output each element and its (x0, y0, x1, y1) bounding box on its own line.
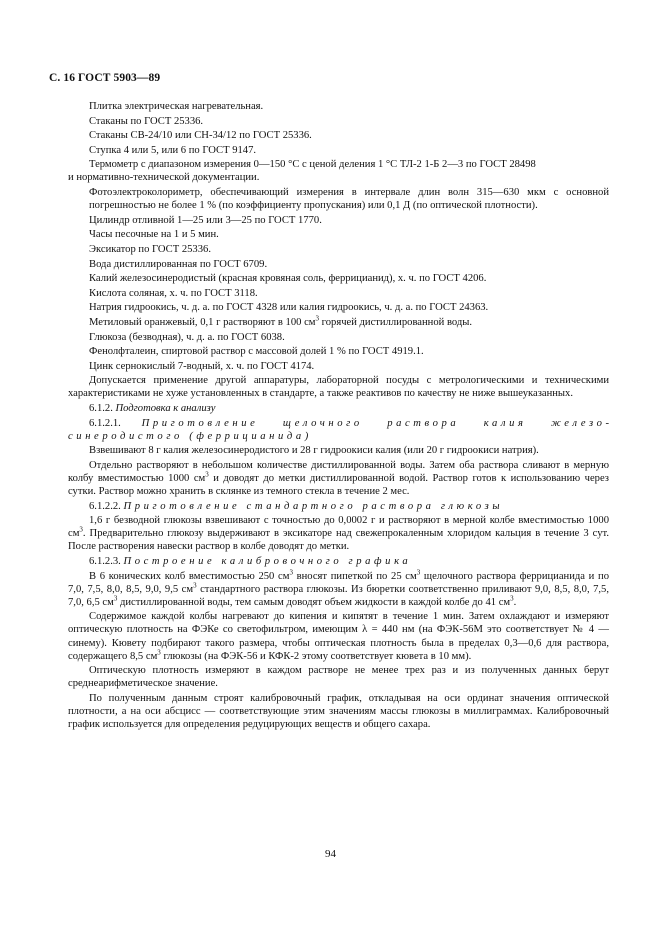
list-item: Термометр с диапазоном измерения 0—150 °С с ценой деления 1 °С ТЛ-2 1-Б 2—3 по ГОСТ 28498 и нормативно-технической документации. (68, 159, 536, 184)
section-6-1-2-2-heading: 6.1.2.2. Приготовление стандартного раствора глюкозы (89, 500, 504, 512)
paragraph: В 6 конических колб вместимостью 250 $см^3$ вносят пипеткой по 25 $см^3$ щелочного раствора феррицианида и по 7,0, 7,5, 8,0, 8,5, 9,0, 9,5 $см^3$ стандартного раствора глюкозы. Из бюретки соответственно приливают 9,0, 8,5, 8,0, 7,5, 7,0, 6,5 $см^3$ дистиллированной воды, тем самым доводят объем жидкости в каждой колбе до 41 $см^3$. (68, 568, 610, 608)
list-item: Цилиндр отливной 1—25 или 3—25 по ГОСТ 1770. (89, 214, 322, 226)
list-item: Натрия гидроокись, ч. д. а. по ГОСТ 4328 или калия гидроокись, ч. д. а. по ГОСТ 24363. (89, 302, 489, 314)
list-item-photocolorimeter: Фотоэлектроколориметр, обеспечивающий измерения в интервале длин волн 315—630 мкм с основной погрешностью не более 1 % (по коэффициенту пропускания) или 0,1 Д (по оптической плотности). (89, 187, 609, 212)
list-item: Вода дистиллированная по ГОСТ 6709. (89, 258, 268, 270)
list-item: Плитка электрическая нагревательная. (89, 101, 264, 112)
paragraph: 1,6 г безводной глюкозы взвешивают с точностью до 0,0002 г и растворяют в мерной колбе вместимостью 1000 $см^3$. Предварительно глюкозу выдерживают в эксикаторе над свежепрокаленным хлоридом кальция в течение 3 сут. После растворения навески раствор в колбе доводят до метки. (68, 515, 609, 553)
list-item: Стаканы СВ-24/10 или СН-34/12 по ГОСТ 25336. (89, 130, 312, 142)
paragraph: Взвешивают 8 г калия железосинеродистого и 28 г гидроокиси калия (или 20 г гидроокиси натрия). (89, 445, 539, 457)
section-6-1-2-1-heading: 6.1.2.1. Приготовление щелочного раствора калия железосинеродистого (феррицианида) (68, 417, 609, 442)
paragraph: По полученным данным строят калибровочный график, откладывая на оси ординат значения оптической плотности, а на оси абсцисс — соответствующие этим значениям массы глюкозы в миллиграммах. Калибровочный график используется для определения редуцирующих веществ и общего сахара. (68, 692, 609, 731)
list-item: Цинк сернокислый 7-водный, х. ч. по ГОСТ 4174. (89, 360, 315, 372)
page-number: 94 (325, 848, 336, 860)
list-item: Ступка 4 или 5, или 6 по ГОСТ 9147. (89, 144, 257, 156)
paragraph: Содержимое каждой колбы нагревают до кипения и кипятят в течение 1 мин. Затем охлаждают и измеряют оптическую плотность на ФЭКе со светофильтром, имеющим λ = 440 нм (на ФЭК-56М это соответствует № 4 — синему). Кювету подбирают такого размера, чтобы оптическая плотность была в пределах 0,3—0,6 для раствора, содержащего 8,5 $см^3$ глюкозы (на ФЭК-56 и КФК-2 этому соответствует кювета в 10 мм). (68, 611, 609, 662)
list-item: Часы песочные на 1 и 5 мин. (89, 229, 219, 241)
list-item: Калий железосинеродистый (красная кровяная соль, феррицианид), х. ч. по ГОСТ 4206. (89, 273, 487, 285)
list-item: Эксикатор по ГОСТ 25336. (89, 243, 211, 255)
section-6-1-2: 6.1.2. Подготовка к анализу (89, 402, 216, 414)
list-item: Фенолфталеин, спиртовой раствор с массовой долей 1 % по ГОСТ 4919.1. (89, 346, 424, 358)
list-item: Глюкоза (безводная), ч. д. а. по ГОСТ 6038. (89, 331, 285, 343)
paragraph: Отдельно растворяют в небольшом количестве дистиллированной воды. Затем оба раствора сливают в мерную колбу вместимостью 1000 $см^3$ и доводят до метки дистиллированной водой. Раствор готов к использованию через сутки. Раствор можно хранить в склянке из темного стекла в течение 2 мес. (68, 459, 609, 498)
paragraph-admit: Допускается применение другой аппаратуры, лабораторной посуды с метрологическими и техническими характеристиками не хуже установленных в стандарте, а также реактивов по качеству не ниже вышеуказанных. (68, 375, 609, 400)
list-item: Стаканы по ГОСТ 25336. (89, 115, 204, 127)
document-body (68, 100, 610, 733)
list-item: Метиловый оранжевый, 0,1 г растворяют в 100 $см^3$ горячей дистиллированной воды. (89, 314, 473, 328)
list-item: Кислота соляная, х. ч. по ГОСТ 3118. (89, 287, 258, 299)
paragraph: Оптическую плотность измеряют в каждом растворе не менее трех раз и из полученных данных берут среднеарифметическое значение. (68, 665, 609, 690)
section-6-1-2-3-heading: 6.1.2.3. Построение калибровочного графика (89, 556, 412, 567)
page-header: С. 16 ГОСТ 5903—89 (49, 72, 161, 84)
